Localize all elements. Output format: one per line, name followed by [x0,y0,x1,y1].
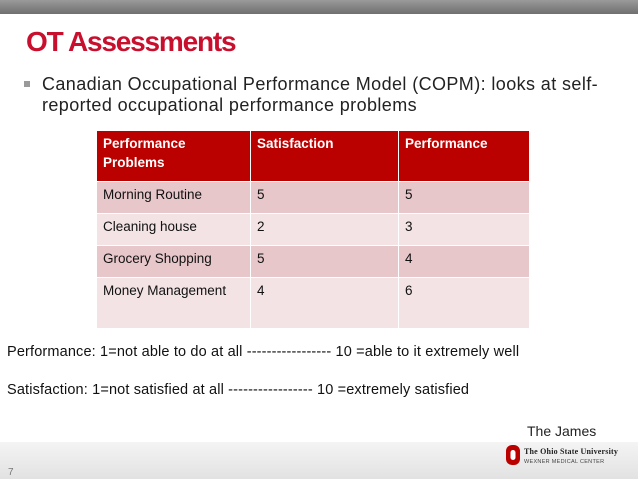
copm-table [95,129,531,330]
table-cell: 5 [251,182,399,214]
table-cell: Money Management [96,278,251,330]
brand-james: The James [527,423,597,439]
table-cell: 4 [251,278,399,330]
brand-wexner-center: WEXNER MEDICAL CENTER [524,459,605,465]
header-performance-problems: Performance Problems [96,130,251,182]
table-row [96,278,530,330]
performance-scale-note: Performance: 1=not able to do at all ----------------- 10 =able to it extremely well [7,344,520,360]
table-cell: 2 [251,214,399,246]
table-cell: 4 [399,246,531,278]
page-number: 7 [8,467,14,478]
slide-title: OT Assessments [26,26,236,57]
table-row [96,214,530,246]
table-cell: Morning Routine [96,182,251,214]
table-cell: 6 [399,278,531,330]
header-performance: Performance [399,130,531,182]
table-row [96,182,530,214]
satisfaction-scale-note: Satisfaction: 1=not satisfied at all ----------------- 10 =extremely satisfied [7,382,470,398]
table-cell: Grocery Shopping [96,246,251,278]
top-bar [0,0,638,14]
table-cell: 5 [399,182,531,214]
bullet-item [24,74,604,116]
bullet-text: Canadian Occupational Performance Model (COPM): looks at self-reported occupational performance problems [42,74,599,115]
bullet-square-icon [24,81,30,87]
header-satisfaction: Satisfaction [251,130,399,182]
block-o-logo-icon [506,445,520,465]
table-cell: 5 [251,246,399,278]
table-header-row [96,130,530,182]
table-row [96,246,530,278]
brand-university: The Ohio State University [524,447,619,456]
table-cell: Cleaning house [96,214,251,246]
table-cell: 3 [399,214,531,246]
